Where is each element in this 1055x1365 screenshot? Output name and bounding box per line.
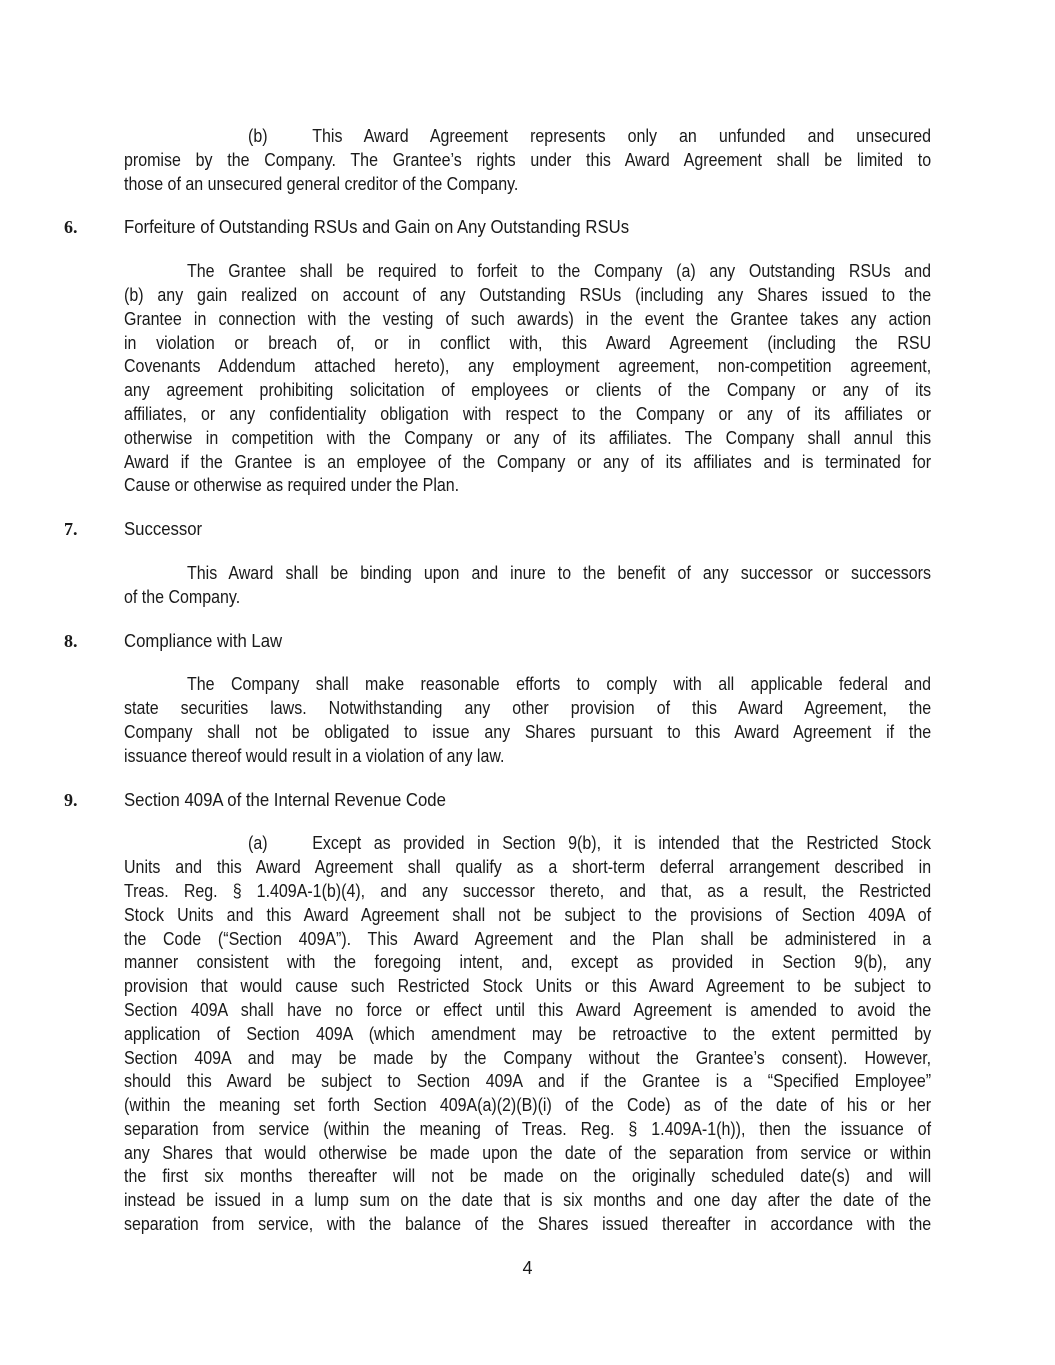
section-number: 8. bbox=[64, 630, 78, 651]
text-line: instead be issued in a lump sum on the date that is six months and one day after the date of the bbox=[124, 1189, 932, 1211]
text-line: the Code (“Section 409A”). This Award Agreement and the Plan shall be administered in a bbox=[124, 927, 932, 949]
section-title: Compliance with Law bbox=[124, 629, 283, 651]
text-line bbox=[124, 831, 931, 855]
section-number: 7. bbox=[64, 519, 78, 540]
text-line: any Shares that would otherwise be made upon the date of the separation from service or within bbox=[124, 1141, 932, 1163]
text-line: separation from service (within the meaning of Treas. Reg. § 1.409A-1(h)), then the issuance of bbox=[124, 1117, 932, 1139]
paragraph-8 bbox=[124, 672, 931, 767]
section-number: 9. bbox=[64, 789, 78, 810]
text-line: (within the meaning set forth Section 409A(a)(2)(B)(i) of the Code) as of the date of his or her bbox=[124, 1094, 932, 1116]
text-line: Grantee in connection with the vesting of such awards) in the event the Grantee takes any action bbox=[124, 307, 932, 329]
text-line: Section 409A shall have no force or effect until this Award Agreement is amended to avoid the bbox=[124, 998, 932, 1020]
text-line: application of Section 409A (which amendment may be retroactive to the extent permitted by bbox=[124, 1022, 932, 1044]
text-line: should this Award be subject to Section 409A and if the Grantee is a “Specified Employee” bbox=[124, 1070, 932, 1092]
text-line: provision that would cause such Restricted Stock Units or this Award Agreement to be subject to bbox=[124, 975, 932, 997]
text-line: Covenants Addendum attached hereto), any employment agreement, non-competition agreement, bbox=[124, 355, 932, 377]
section-heading-8 bbox=[0, 629, 931, 653]
text-line: Section 409A and may be made by the Company without the Grantee’s consent). However, bbox=[124, 1046, 932, 1068]
text-line: Treas. Reg. § 1.409A-1(b)(4), and any successor thereto, and that, as a result, the Restricted bbox=[124, 879, 932, 901]
text-line: manner consistent with the foregoing intent, and, except as provided in Section 9(b), any bbox=[124, 951, 932, 973]
paragraph-9a bbox=[124, 831, 931, 1236]
text-line: The Company shall make reasonable efforts to comply with all applicable federal and bbox=[187, 673, 931, 695]
paragraph-7 bbox=[124, 561, 931, 609]
text-line: affiliates, or any confidentiality obligation with respect to the Company or any of its affiliates or bbox=[124, 402, 932, 424]
line-text: This Award Agreement represents only an unfunded and unsecured bbox=[312, 125, 931, 146]
text-line: issuance thereof would result in a violation of any law. bbox=[124, 744, 505, 766]
text-line: Company shall not be obligated to issue any Shares pursuant to this Award Agreement if the bbox=[124, 720, 932, 742]
section-heading-9 bbox=[0, 788, 931, 812]
text-line: of the Company. bbox=[124, 585, 241, 607]
section-heading-7 bbox=[0, 517, 931, 541]
text-line: promise by the Company. The Grantee’s rights under this Award Agreement shall be limited to bbox=[124, 148, 932, 170]
section-title: Successor bbox=[124, 518, 203, 540]
text-line: otherwise in competition with the Company or any of its affiliates. The Company shall annul this bbox=[124, 426, 932, 448]
section-number: 6. bbox=[64, 217, 78, 238]
line-text: Except as provided in Section 9(b), it is intended that the Restricted Stock bbox=[312, 832, 931, 854]
subsection-label: (a) bbox=[248, 832, 268, 854]
text-line: any agreement prohibiting solicitation of employees or clients of the Company or any of its bbox=[124, 379, 932, 401]
document-page bbox=[64, 124, 932, 1236]
paragraph-5b bbox=[124, 124, 931, 195]
text-line: in violation or breach of, or in conflict with, this Award Agreement (including the RSU bbox=[124, 331, 932, 353]
text-line: the first six months thereafter will not be made on the originally scheduled date(s) and will bbox=[124, 1165, 932, 1187]
text-line: Stock Units and this Award Agreement shall not be subject to the provisions of Section 409A of bbox=[124, 903, 932, 925]
text-line: Units and this Award Agreement shall qualify as a short-term deferral arrangement described in bbox=[124, 856, 932, 878]
section-title: Section 409A of the Internal Revenue Code bbox=[124, 788, 446, 810]
section-heading-6 bbox=[0, 215, 931, 239]
text-line: state securities laws. Notwithstanding any other provision of this Award Agreement, the bbox=[124, 697, 932, 719]
section-title: Forfeiture of Outstanding RSUs and Gain on Any Outstanding RSUs bbox=[124, 216, 630, 238]
text-line: separation from service, with the balance of the Shares issued thereafter in accordance with the bbox=[124, 1213, 932, 1235]
text-line: The Grantee shall be required to forfeit to the Company (a) any Outstanding RSUs and bbox=[187, 260, 931, 282]
text-line: Award if the Grantee is an employee of the Company or any of its affiliates and is terminated for bbox=[124, 450, 932, 472]
text-line: (b) any gain realized on account of any Outstanding RSUs (including any Shares issued to the bbox=[124, 283, 932, 305]
text-line bbox=[124, 124, 931, 148]
subsection-label: (b) bbox=[248, 125, 268, 146]
text-line: This Award shall be binding upon and inure to the benefit of any successor or successors bbox=[187, 561, 931, 583]
page-number: 4 bbox=[522, 1258, 533, 1278]
text-line: Cause or otherwise as required under the Plan. bbox=[124, 474, 460, 496]
paragraph-6 bbox=[124, 259, 931, 497]
text-line: those of an unsecured general creditor of the Company. bbox=[124, 172, 519, 194]
